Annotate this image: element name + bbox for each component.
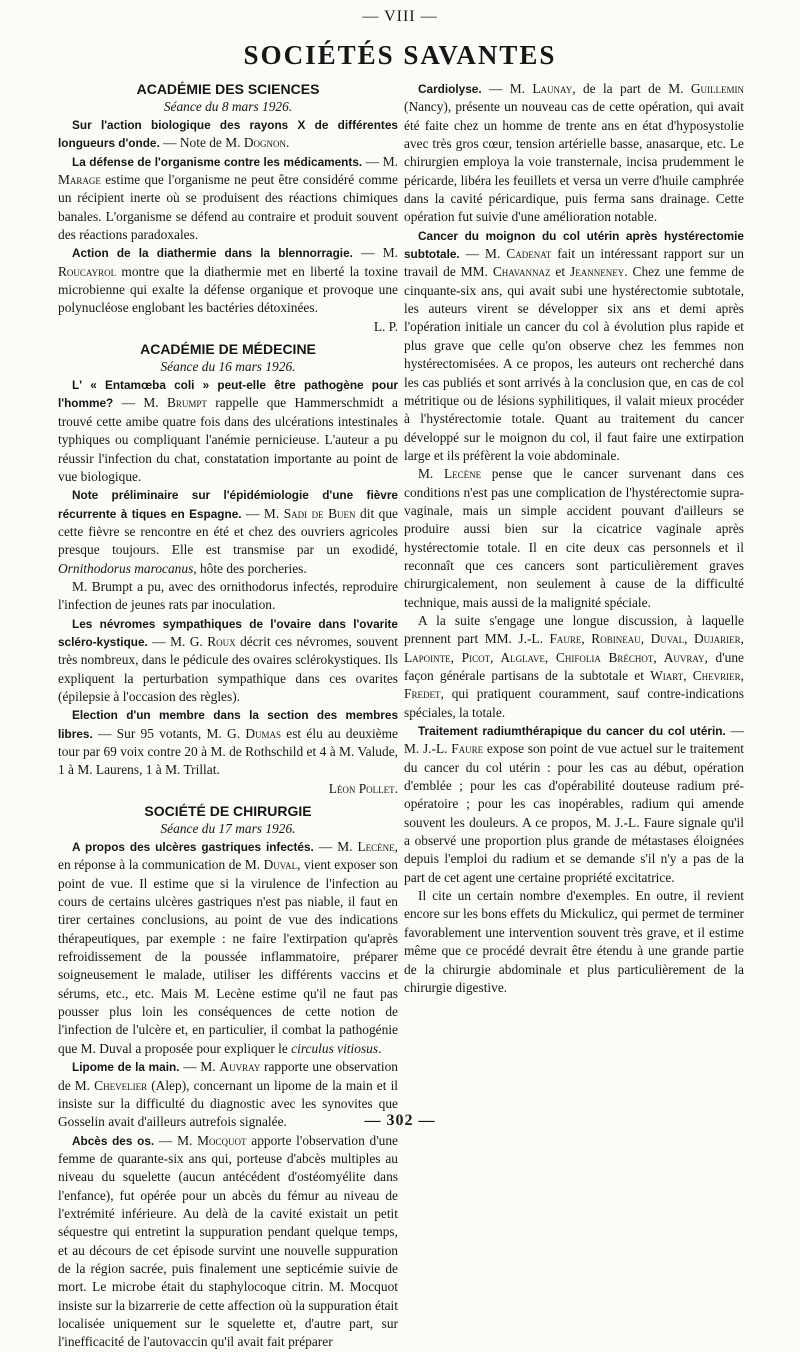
paragraph: Cancer du moignon du col utérin après hystérectomie subtotale. — M. Cadenat fait un intéressant rapport sur un travail de MM. Chavannaz et Jeanneney. Chez une femme de cinquante-six ans, qui avait subi une hystérectomie subtotale, les auteurs virent se développer six ans et demi après l'opération initiale un cancer du col à évolution plus rapide et plus grave que celle qu'on observe chez les femmes non hystérectomisées. A ce propos, les auteurs ont recherché dans les cas publiés et sont arrivés à la conclusion que, en cas de col métritique ou de lésions syphilitiques, il valait mieux procéder à l'hystérectomie totale. Quant au traitement du cancer développé sur le moignon du col, il faut faire une extirpation large et ils préfèrent la voie abdominale.: [404, 228, 745, 463]
author-name: Brumpt: [166, 395, 207, 411]
author-name: Chevelier: [94, 1077, 148, 1093]
paragraph: Election d'un membre dans la section des membres libres. — Sur 95 votants, M. G. Dumas est élu au deuxième tour par 69 voix contre 20 à M. de Rothschild et 4 à M. Valude, 1 à M. Laurens, 1 à M. Trillat. Léon Pollet.: [58, 706, 398, 798]
run-in-title: Lipome de la main.: [72, 1060, 180, 1075]
section-title-sciences: ACADÉMIE DES SCIENCES: [136, 81, 320, 97]
paragraph: Abcès des os. — M. Mocquot apporte l'observation d'une femme de quarante-six ans qui, porteuse d'abcès multiples au niveau du squelette (aucun antécédent d'ostéomyélite dans l'enfance), fut opérée pour un abcès du fémur au niveau de l'extrémité inférieure. Au delà de la cavité existait un petit séquestre qui entretint la suppuration pendant quelque temps, et au décours de cet épisode survint une nouvelle suppuration de la région sacrée, puis finalement une septicémie suivie de mort. Le microbe était du staphylocoque citrin. M. Mocquot insiste sur la bizarrerie de cette affection où la suppuration était localisée uniquement sur le squelette et, d'autre part, sur l'inefficacité de l'autovaccin qu'il avait fait préparer: [58, 1132, 398, 1350]
run-in-title: Abcès des os.: [72, 1133, 155, 1148]
author-names: Wiart, Chevrier, Fredet: [404, 668, 744, 702]
author-name: Chavannaz: [492, 264, 551, 280]
run-in-title: La défense de l'organisme contre les médicaments.: [72, 154, 363, 169]
paragraph: Il cite un certain nombre d'exemples. En outre, il revient encore sur les bons effets du Mickulicz, qui permet de terminer favorablement une intervention souvent très grave, et il estime même que ce procédé devrait être étendu à une grande partie de la chirurgie abdominale et plus particulièrement de la chirurgie digestive.: [404, 888, 744, 995]
run-in-title: Cancer du moignon du col utérin après hystérectomie subtotale.: [404, 228, 744, 262]
paragraph: A propos des ulcères gastriques infectés. — M. Lecène, en réponse à la communication de M. Duval, vient exposer son point de vue. Il estime que si la virulence de l'infection au cours de certains ulcères gastriques n'est pas niable, il faut en tirer certaines conclusions, au point de vue des indications thérapeutiques, par exemple : ne faire l'extirpation qu'après refroidissement de la poussée inflammatoire, préparer soigneusement le malade, utiliser les différents vaccins et sérums, etc., etc. Mais M. Lecène estime qu'il ne faut pas pousser plus loin les conséquences de cette notion de l'infection de l'ulcère et, en particulier, il combat la pathogénie que M. Duval a proposée pour expliquer le circulus vitiosus.: [58, 839, 398, 1056]
author-name: Roux: [207, 633, 236, 649]
author-name: Mocquot: [197, 1132, 247, 1148]
author-name: Dumas: [245, 725, 281, 741]
author-name: Lecène: [443, 466, 482, 482]
run-in-title: Election d'un membre dans la section des membres libres.: [58, 708, 398, 741]
paragraph: Les névromes sympathiques de l'ovaire dans l'ovarite scléro-kystique. — M. G. Roux décrit ces névromes, souvent très nombreux, dans le pédicule des ovaires sclérokystiques. Ils expliquent la perturbation sympathique dans ces ovarites (épilepsie à l'occasion des règles).: [58, 616, 398, 704]
run-in-title: Les névromes sympathiques de l'ovaire dans l'ovarite scléro-kystique.: [58, 616, 398, 649]
paragraph: M. Brumpt a pu, avec des ornithodorus infectés, reproduire l'infection de jeunes rats par inoculation.: [58, 578, 398, 613]
left-column: [58, 80, 398, 1352]
paragraph: Note préliminaire sur l'épidémiologie d'une fièvre récurrente à tiques en Espagne. — M. Sadi de Buen dit que cette fièvre se rencontre en été et chez des ouvriers agricoles presque toujours. Elle est transmise par un exodidé, Ornithodorus marocanus, hôte des porcheries.: [58, 488, 398, 576]
paragraph: Action de la diathermie dans la blennorragie. — M. Roucayrol montre que la diathermie met en liberté la toxine microbienne qui exalte la défense organique et provoque une polynucléose englobant les bactéries détoxinées. L. P.: [58, 244, 398, 336]
species-name: Ornithodorus marocanus: [58, 560, 194, 576]
latin-term: circulus vitiosus: [291, 1040, 379, 1056]
seance-medecine: Séance du 16 mars 1926.: [160, 359, 296, 375]
folio: — VIII —: [362, 8, 438, 25]
run-in-title: Action de la diathermie dans la blennorragie.: [72, 246, 353, 261]
run-in-title: Cardiolyse.: [418, 82, 482, 96]
run-in-title: Note préliminaire sur l'épidémiologie d'une fièvre récurrente à tiques en Espagne.: [58, 488, 398, 521]
author-name: Launay: [532, 81, 573, 96]
author-name: Roucayrol: [58, 263, 117, 279]
author-name: J.-L. Faure: [422, 741, 484, 757]
paragraph: La défense de l'organisme contre les médicaments. — M. Marage estime que l'organisme ne peut être considéré comme un récipient inerte où se produisent des réactions chimiques banales. L'organisme se défend au contraire et produit souvent des réactions paradoxales.: [58, 153, 398, 243]
author-name: Jeanneney: [570, 264, 625, 280]
run-in-title: L' « Entamœba coli » peut-elle être pathogène pour l'homme?: [58, 378, 398, 411]
page-number: — 302 —: [364, 1112, 436, 1129]
paragraph: Lipome de la main. — M. Auvray rapporte une observation de M. Chevelier (Alep), concernant un lipome de la main et il insiste sur la difficulté du diagnostic avec les synovites que Gosselin avait d'ailleurs autrefois signalée.: [58, 1059, 399, 1130]
seance-chirurgie: Séance du 17 mars 1926.: [160, 821, 296, 837]
author-name: Dognon: [243, 135, 286, 151]
run-in-title: A propos des ulcères gastriques infectés.: [72, 840, 314, 855]
run-in-title: Sur l'action biologique des rayons X de différentes longueurs d'onde.: [58, 118, 398, 151]
author-name: Sadi de Buen: [283, 505, 356, 521]
paragraph: M. Lecène pense que le cancer survenant dans ces conditions n'est pas une complication de l'hystérectomie supra-vaginale, mais un simple accident pouvant d'ailleurs se produire aussi bien sur la cicatrice vaginale après hystérectomie totale. Il en cite deux cas personnels et il reconnaît que ces cancers sont particulièrement graves chirurgicalement, non seulement à cause de la difficulté technique, mais aussi de la malignité spéciale.: [404, 466, 744, 610]
paragraph: L' « Entamœba coli » peut-elle être pathogène pour l'homme? — M. Brumpt rappelle que Hammerschmidt a trouvé cette amibe quatre fois dans des ulcérations intestinales typhiques ou compliquant l'anémie pernicieuse. L'auteur a pu réussir l'infection du chat, constatation importante au point de vue biologique.: [58, 378, 398, 484]
paragraph: Cardiolyse. — M. Launay, de la part de M. Guillemin (Nancy), présente un nouveau cas de cette opération, qui avait été faite chez un homme de trente ans en état d'hyposystolie avec très gros cœur, tension artérielle basse, anasarque, etc. Le chirurgien employa la voie transternale, incisa prudemment le péricarde, libéra les feuillets et versa un verre d'huile camphrée dans la cavité péricardique, puis ferma sans drainage. Cette opération fut suivie d'une amélioration notable.: [404, 81, 744, 225]
author-name: Auvray: [219, 1059, 261, 1075]
section-title-chirurgie: SOCIÉTÉ DE CHIRURGIE: [144, 803, 312, 820]
section-title-medecine: ACADÉMIE DE MÉDECINE: [140, 341, 316, 358]
signature: L. P.: [373, 318, 398, 334]
author-name: Duval: [263, 857, 298, 873]
author-name: Guillemin: [690, 81, 744, 96]
run-in-title: Traitement radiumthérapique du cancer du col utérin.: [418, 724, 726, 739]
paragraph: A la suite s'engage une longue discussion, à laquelle prennent part MM. J.-L. Faure, Robineau, Duval, Dujarier, Lapointe, Picot, Alglave, Chifolia Bréchot, Auvray, d'une façon générale partisans de la subtotale et Wiart, Chevrier, Fredet, qui pratiquent couramment, sauf contre-indications spéciales, la totale.: [404, 612, 744, 720]
author-name: Marage: [58, 172, 101, 188]
paragraph: Sur l'action biologique des rayons X de différentes longueurs d'onde. — Note de M. Dognon.: [58, 118, 398, 151]
paragraph: Traitement radiumthérapique du cancer du col utérin. — M. J.-L. Faure expose son point de vue actuel sur le traitement du cancer du col utérin : pour les cas au début, opération d'emblée ; pour les cas d'opérabilité douteuse radium pré-opératoire ; pour les cas inopérables, radium qui amende souvent les douleurs. A ce propos, M. J.-L. Faure signale qu'il a observé une proportion plus grande de métastases éloignées depuis l'emploi du radium et se demande s'il n'y a pas de la part de cet agent une certaine propriété excitatrice.: [404, 723, 744, 885]
author-names: J.-L. Faure, Robineau, Duval, Dujarier, Lapointe, Picot, Alglave, Chifolia Bréchot, Auvray: [404, 631, 744, 665]
author-name: Lecène: [357, 839, 395, 855]
author-name: Cadenat: [506, 246, 552, 262]
signature: Léon Pollet.: [328, 780, 398, 796]
rubric-title: SOCIÉTÉS SAVANTES: [243, 40, 557, 70]
right-column: [404, 80, 744, 997]
seance-sciences: Séance du 8 mars 1926.: [163, 99, 293, 114]
